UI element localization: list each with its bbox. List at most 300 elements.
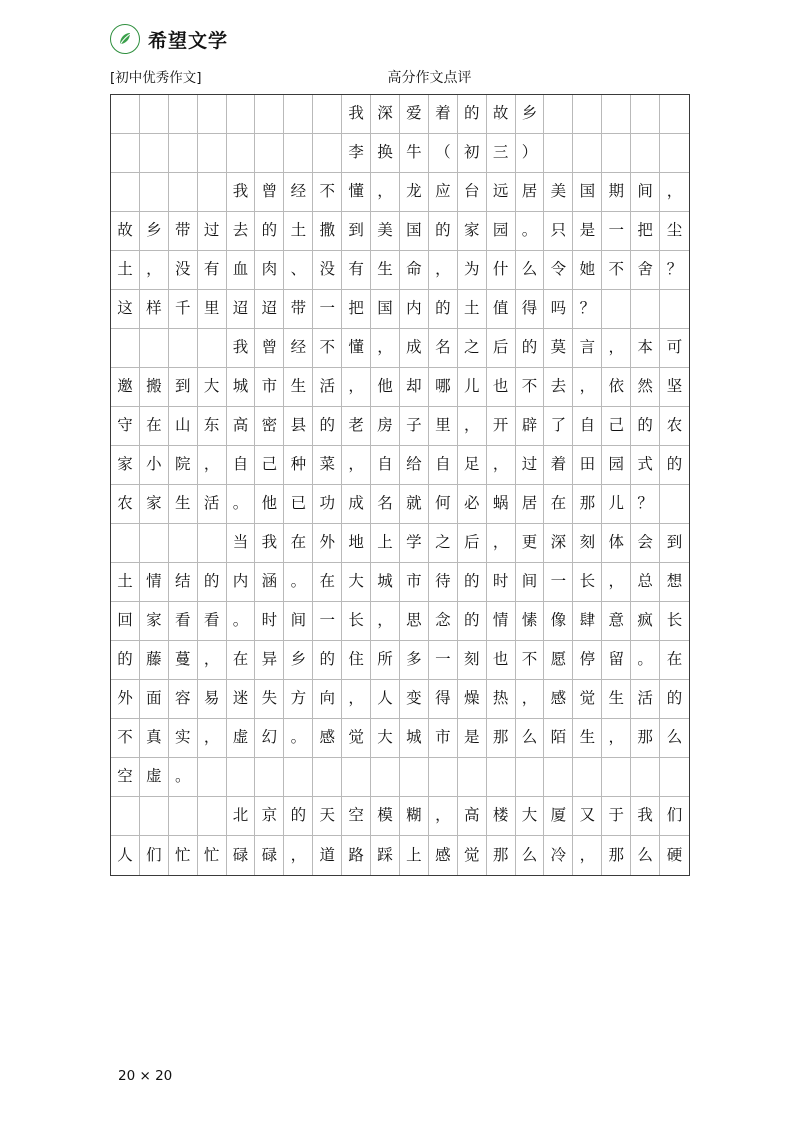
grid-cell: 把 — [631, 212, 660, 251]
grid-cell: 子 — [400, 407, 429, 446]
grid-cell: 不 — [111, 719, 140, 758]
grid-cell: ， — [198, 446, 227, 485]
grid-cell — [602, 758, 631, 797]
grid-cell — [516, 758, 545, 797]
grid-cell: 时 — [487, 563, 516, 602]
grid-cell: 们 — [660, 797, 689, 836]
grid-cell: 失 — [255, 680, 284, 719]
grid-cell: 上 — [371, 524, 400, 563]
grid-cell: 踩 — [371, 836, 400, 875]
grid-cell: 美 — [371, 212, 400, 251]
grid-cell: 什 — [487, 251, 516, 290]
grid-cell — [140, 524, 169, 563]
grid-cell: 糊 — [400, 797, 429, 836]
grid-cell: ， — [371, 173, 400, 212]
brand-title: 希望文学 — [148, 29, 229, 52]
grid-cell: 看 — [169, 602, 198, 641]
grid-cell: 虚 — [227, 719, 256, 758]
grid-cell: 又 — [573, 797, 602, 836]
grid-cell: 所 — [371, 641, 400, 680]
grid-cell: 么 — [516, 251, 545, 290]
grid-cell: 高 — [458, 797, 487, 836]
grid-cell: 城 — [400, 719, 429, 758]
grid-cell: 守 — [111, 407, 140, 446]
grid-cell: 陌 — [544, 719, 573, 758]
grid-cell: 。 — [284, 719, 313, 758]
grid-cell: 莫 — [544, 329, 573, 368]
grid-cell: 的 — [516, 329, 545, 368]
grid-cell: 是 — [458, 719, 487, 758]
grid-cell: 一 — [429, 641, 458, 680]
grid-cell: 那 — [631, 719, 660, 758]
grid-cell: 在 — [313, 563, 342, 602]
grid-cell: 热 — [487, 680, 516, 719]
grid-cell: 。 — [227, 485, 256, 524]
grid-cell — [631, 134, 660, 173]
grid-cell: 活 — [198, 485, 227, 524]
grid-cell: 肆 — [573, 602, 602, 641]
grid-cell: 命 — [400, 251, 429, 290]
grid-cell: 住 — [342, 641, 371, 680]
grid-cell: ， — [342, 368, 371, 407]
grid-cell: 种 — [284, 446, 313, 485]
grid-cell: 。 — [284, 563, 313, 602]
grid-cell: 市 — [429, 719, 458, 758]
grid-row — [111, 758, 689, 797]
document-header-right-label: 高分作文点评 — [387, 70, 472, 86]
grid-cell: 把 — [342, 290, 371, 329]
grid-cell: 幻 — [255, 719, 284, 758]
grid-cell: ， — [573, 836, 602, 875]
grid-cell: 到 — [169, 368, 198, 407]
grid-cell — [140, 95, 169, 134]
grid-cell: 疯 — [631, 602, 660, 641]
grid-cell: 坚 — [660, 368, 689, 407]
grid-cell: 开 — [487, 407, 516, 446]
grid-cell: 不 — [313, 173, 342, 212]
grid-cell: 真 — [140, 719, 169, 758]
grid-cell: ， — [198, 719, 227, 758]
grid-cell: 在 — [284, 524, 313, 563]
grid-cell: 名 — [429, 329, 458, 368]
grid-cell — [255, 95, 284, 134]
grid-cell: 迷 — [227, 680, 256, 719]
leaf-circle-logo-icon — [110, 24, 140, 54]
grid-cell: 向 — [313, 680, 342, 719]
grid-cell: 牛 — [400, 134, 429, 173]
grid-cell: 是 — [573, 212, 602, 251]
grid-cell: 千 — [169, 290, 198, 329]
grid-cell: 搬 — [140, 368, 169, 407]
grid-cell — [111, 134, 140, 173]
grid-cell: 撒 — [313, 212, 342, 251]
grid-cell: 我 — [342, 95, 371, 134]
grid-cell: 蔓 — [169, 641, 198, 680]
grid-cell: 那 — [487, 836, 516, 875]
grid-cell: ？ — [573, 290, 602, 329]
grid-cell: ， — [660, 173, 689, 212]
grid-cell: 名 — [371, 485, 400, 524]
grid-cell: 家 — [458, 212, 487, 251]
grid-cell: 田 — [573, 446, 602, 485]
grid-cell: 居 — [516, 173, 545, 212]
grid-cell: ， — [371, 602, 400, 641]
grid-cell — [169, 329, 198, 368]
grid-cell: 儿 — [458, 368, 487, 407]
grid-cell: 念 — [429, 602, 458, 641]
grid-cell: 愿 — [544, 641, 573, 680]
grid-cell: 土 — [111, 563, 140, 602]
grid-cell: 刻 — [573, 524, 602, 563]
grid-cell: 情 — [140, 563, 169, 602]
grid-cell: 待 — [429, 563, 458, 602]
grid-cell: 自 — [429, 446, 458, 485]
grid-cell: 到 — [660, 524, 689, 563]
grid-cell: 得 — [429, 680, 458, 719]
grid-cell: 何 — [429, 485, 458, 524]
grid-cell: 必 — [458, 485, 487, 524]
grid-cell: 一 — [313, 602, 342, 641]
grid-row — [111, 797, 689, 836]
grid-row — [111, 719, 689, 758]
grid-cell: 只 — [544, 212, 573, 251]
grid-cell: （ — [429, 134, 458, 173]
grid-cell: 我 — [227, 329, 256, 368]
grid-cell: 乡 — [140, 212, 169, 251]
grid-cell: 道 — [313, 836, 342, 875]
grid-row — [111, 134, 689, 173]
grid-cell: 情 — [487, 602, 516, 641]
grid-cell: 外 — [313, 524, 342, 563]
grid-cell: 大 — [342, 563, 371, 602]
grid-cell: 也 — [487, 641, 516, 680]
grid-cell — [111, 95, 140, 134]
grid-cell — [602, 290, 631, 329]
grid-cell: 然 — [631, 368, 660, 407]
grid-cell: ？ — [660, 251, 689, 290]
grid-cell: 城 — [227, 368, 256, 407]
grid-cell — [487, 758, 516, 797]
grid-cell — [169, 173, 198, 212]
grid-cell — [371, 758, 400, 797]
grid-cell — [140, 134, 169, 173]
grid-cell: 时 — [255, 602, 284, 641]
grid-row — [111, 251, 689, 290]
grid-cell: 外 — [111, 680, 140, 719]
grid-row — [111, 485, 689, 524]
grid-cell: ， — [487, 524, 516, 563]
grid-cell: 的 — [458, 602, 487, 641]
grid-cell: 辟 — [516, 407, 545, 446]
grid-cell: 那 — [487, 719, 516, 758]
grid-cell: 意 — [602, 602, 631, 641]
grid-cell: 爱 — [400, 95, 429, 134]
grid-cell: 间 — [631, 173, 660, 212]
grid-cell: 哪 — [429, 368, 458, 407]
grid-cell: 碌 — [227, 836, 256, 875]
grid-cell: 着 — [429, 95, 458, 134]
grid-cell: 上 — [400, 836, 429, 875]
grid-cell: 吗 — [544, 290, 573, 329]
grid-cell: 带 — [169, 212, 198, 251]
grid-cell: 京 — [255, 797, 284, 836]
grid-cell: 居 — [516, 485, 545, 524]
grid-cell: ， — [198, 641, 227, 680]
grid-cell: 故 — [487, 95, 516, 134]
grid-cell — [169, 95, 198, 134]
grid-cell — [284, 95, 313, 134]
grid-cell — [631, 758, 660, 797]
grid-cell: 李 — [342, 134, 371, 173]
grid-cell: 台 — [458, 173, 487, 212]
grid-cell: 蜗 — [487, 485, 516, 524]
grid-cell: 变 — [400, 680, 429, 719]
grid-cell: 应 — [429, 173, 458, 212]
grid-row — [111, 524, 689, 563]
grid-cell: 生 — [573, 719, 602, 758]
grid-cell: ， — [602, 719, 631, 758]
grid-cell: 曾 — [255, 329, 284, 368]
grid-cell — [140, 797, 169, 836]
grid-cell: 园 — [602, 446, 631, 485]
grid-cell: 思 — [400, 602, 429, 641]
grid-cell: 长 — [573, 563, 602, 602]
grid-cell: 了 — [544, 407, 573, 446]
grid-cell: 空 — [342, 797, 371, 836]
grid-cell: 深 — [544, 524, 573, 563]
grid-cell: 房 — [371, 407, 400, 446]
grid-cell: 的 — [631, 407, 660, 446]
grid-cell: 在 — [140, 407, 169, 446]
grid-cell: 容 — [169, 680, 198, 719]
grid-cell: 觉 — [458, 836, 487, 875]
grid-cell: 觉 — [573, 680, 602, 719]
grid-cell: 曾 — [255, 173, 284, 212]
grid-cell: 老 — [342, 407, 371, 446]
grid-cell: 我 — [227, 173, 256, 212]
grid-cell — [342, 758, 371, 797]
grid-cell: 院 — [169, 446, 198, 485]
grid-cell: 内 — [227, 563, 256, 602]
grid-cell — [660, 758, 689, 797]
grid-cell: 一 — [602, 212, 631, 251]
grid-cell: 不 — [313, 329, 342, 368]
grid-cell: 不 — [516, 641, 545, 680]
grid-row — [111, 641, 689, 680]
grid-cell: 忙 — [198, 836, 227, 875]
grid-cell: 可 — [660, 329, 689, 368]
grid-cell: 一 — [313, 290, 342, 329]
grid-cell — [169, 797, 198, 836]
grid-cell: 我 — [631, 797, 660, 836]
grid-cell — [111, 797, 140, 836]
grid-cell: 他 — [371, 368, 400, 407]
grid-cell: ） — [516, 134, 545, 173]
grid-cell: 的 — [284, 797, 313, 836]
grid-cell: 龙 — [400, 173, 429, 212]
grid-cell: 去 — [227, 212, 256, 251]
grid-cell: ， — [429, 251, 458, 290]
grid-cell: ， — [342, 446, 371, 485]
grid-cell: 们 — [140, 836, 169, 875]
grid-cell: 血 — [227, 251, 256, 290]
grid-cell: 结 — [169, 563, 198, 602]
grid-cell: 经 — [284, 173, 313, 212]
grid-cell: ， — [602, 329, 631, 368]
grid-cell: 己 — [602, 407, 631, 446]
grid-cell: 尘 — [660, 212, 689, 251]
grid-cell — [198, 797, 227, 836]
grid-cell: 山 — [169, 407, 198, 446]
grid-row — [111, 368, 689, 407]
grid-cell: 带 — [284, 290, 313, 329]
grid-cell — [660, 95, 689, 134]
grid-cell: 面 — [140, 680, 169, 719]
grid-cell: 觉 — [342, 719, 371, 758]
grid-cell: 深 — [371, 95, 400, 134]
grid-cell: 后 — [487, 329, 516, 368]
composition-grid — [111, 95, 689, 875]
grid-cell: 生 — [169, 485, 198, 524]
grid-cell: 迢 — [255, 290, 284, 329]
grid-cell: 经 — [284, 329, 313, 368]
grid-row — [111, 446, 689, 485]
grid-cell: 我 — [255, 524, 284, 563]
grid-cell — [660, 290, 689, 329]
grid-cell: 长 — [342, 602, 371, 641]
grid-cell: 会 — [631, 524, 660, 563]
grid-cell — [111, 173, 140, 212]
grid-cell: 生 — [371, 251, 400, 290]
grid-cell: 冷 — [544, 836, 573, 875]
grid-cell: 内 — [400, 290, 429, 329]
grid-cell: ， — [516, 680, 545, 719]
grid-cell — [660, 134, 689, 173]
grid-cell: 模 — [371, 797, 400, 836]
grid-cell — [198, 524, 227, 563]
grid-cell: 没 — [313, 251, 342, 290]
grid-row — [111, 602, 689, 641]
grid-cell: 地 — [342, 524, 371, 563]
grid-cell — [284, 758, 313, 797]
grid-cell: 更 — [516, 524, 545, 563]
grid-row — [111, 212, 689, 251]
grid-cell: 市 — [400, 563, 429, 602]
grid-cell — [313, 95, 342, 134]
grid-cell: 里 — [429, 407, 458, 446]
grid-cell: 么 — [516, 719, 545, 758]
grid-cell: 不 — [602, 251, 631, 290]
grid-cell: ， — [487, 446, 516, 485]
masthead — [110, 24, 228, 54]
grid-cell: 回 — [111, 602, 140, 641]
grid-row — [111, 836, 689, 875]
grid-cell — [198, 134, 227, 173]
grid-cell: 生 — [602, 680, 631, 719]
grid-cell: 之 — [458, 329, 487, 368]
grid-cell: 过 — [198, 212, 227, 251]
grid-cell: 有 — [198, 251, 227, 290]
grid-cell: 一 — [544, 563, 573, 602]
document-header — [110, 66, 688, 87]
grid-cell: 土 — [284, 212, 313, 251]
grid-cell — [198, 95, 227, 134]
grid-cell: ， — [602, 563, 631, 602]
grid-cell: 实 — [169, 719, 198, 758]
grid-cell: 式 — [631, 446, 660, 485]
grid-cell: ， — [371, 329, 400, 368]
grid-cell: 国 — [400, 212, 429, 251]
grid-cell — [544, 134, 573, 173]
grid-cell: 碌 — [255, 836, 284, 875]
grid-cell: 初 — [458, 134, 487, 173]
grid-cell — [284, 134, 313, 173]
grid-cell: 多 — [400, 641, 429, 680]
grid-cell — [400, 758, 429, 797]
grid-cell: 忙 — [169, 836, 198, 875]
grid-cell: 成 — [400, 329, 429, 368]
grid-cell: 市 — [255, 368, 284, 407]
grid-cell: 乡 — [284, 641, 313, 680]
grid-cell: 长 — [660, 602, 689, 641]
grid-cell: 北 — [227, 797, 256, 836]
grid-cell: 高 — [227, 407, 256, 446]
grid-cell: ， — [284, 836, 313, 875]
grid-cell: 想 — [660, 563, 689, 602]
grid-cell — [111, 329, 140, 368]
grid-cell: 学 — [400, 524, 429, 563]
grid-cell: 懂 — [342, 173, 371, 212]
grid-cell: 言 — [573, 329, 602, 368]
grid-cell: 硬 — [666, 845, 683, 864]
grid-cell — [544, 95, 573, 134]
grid-cell: 停 — [573, 641, 602, 680]
grid-cell: 三 — [487, 134, 516, 173]
grid-cell: 感 — [429, 836, 458, 875]
grid-cell: 美 — [544, 173, 573, 212]
grid-cell: 间 — [284, 602, 313, 641]
grid-cell — [573, 758, 602, 797]
grid-cell: 给 — [400, 446, 429, 485]
grid-cell: 看 — [198, 602, 227, 641]
grid-cell — [198, 329, 227, 368]
grid-cell: 的 — [313, 407, 342, 446]
grid-cell: 在 — [227, 641, 256, 680]
grid-cell: 过 — [516, 446, 545, 485]
grid-cell: 的 — [313, 641, 342, 680]
grid-cell: 成 — [342, 485, 371, 524]
grid-cell: 燥 — [458, 680, 487, 719]
grid-cell — [140, 329, 169, 368]
grid-cell: 舍 — [631, 251, 660, 290]
grid-row — [111, 563, 689, 602]
grid-cell: ， — [573, 368, 602, 407]
grid-cell: 的 — [429, 290, 458, 329]
grid-cell: 土 — [111, 251, 140, 290]
grid-cell: 己 — [255, 446, 284, 485]
grid-cell: 城 — [371, 563, 400, 602]
grid-cell: 的 — [255, 212, 284, 251]
grid-cell — [602, 95, 631, 134]
grid-cell: 功 — [313, 485, 342, 524]
grid-cell — [660, 485, 689, 524]
grid-cell: 人 — [371, 680, 400, 719]
grid-cell: 农 — [111, 485, 140, 524]
grid-cell: 东 — [198, 407, 227, 446]
grid-cell: 远 — [487, 173, 516, 212]
grid-cell: 留 — [602, 641, 631, 680]
grid-cell: 农 — [660, 407, 689, 446]
